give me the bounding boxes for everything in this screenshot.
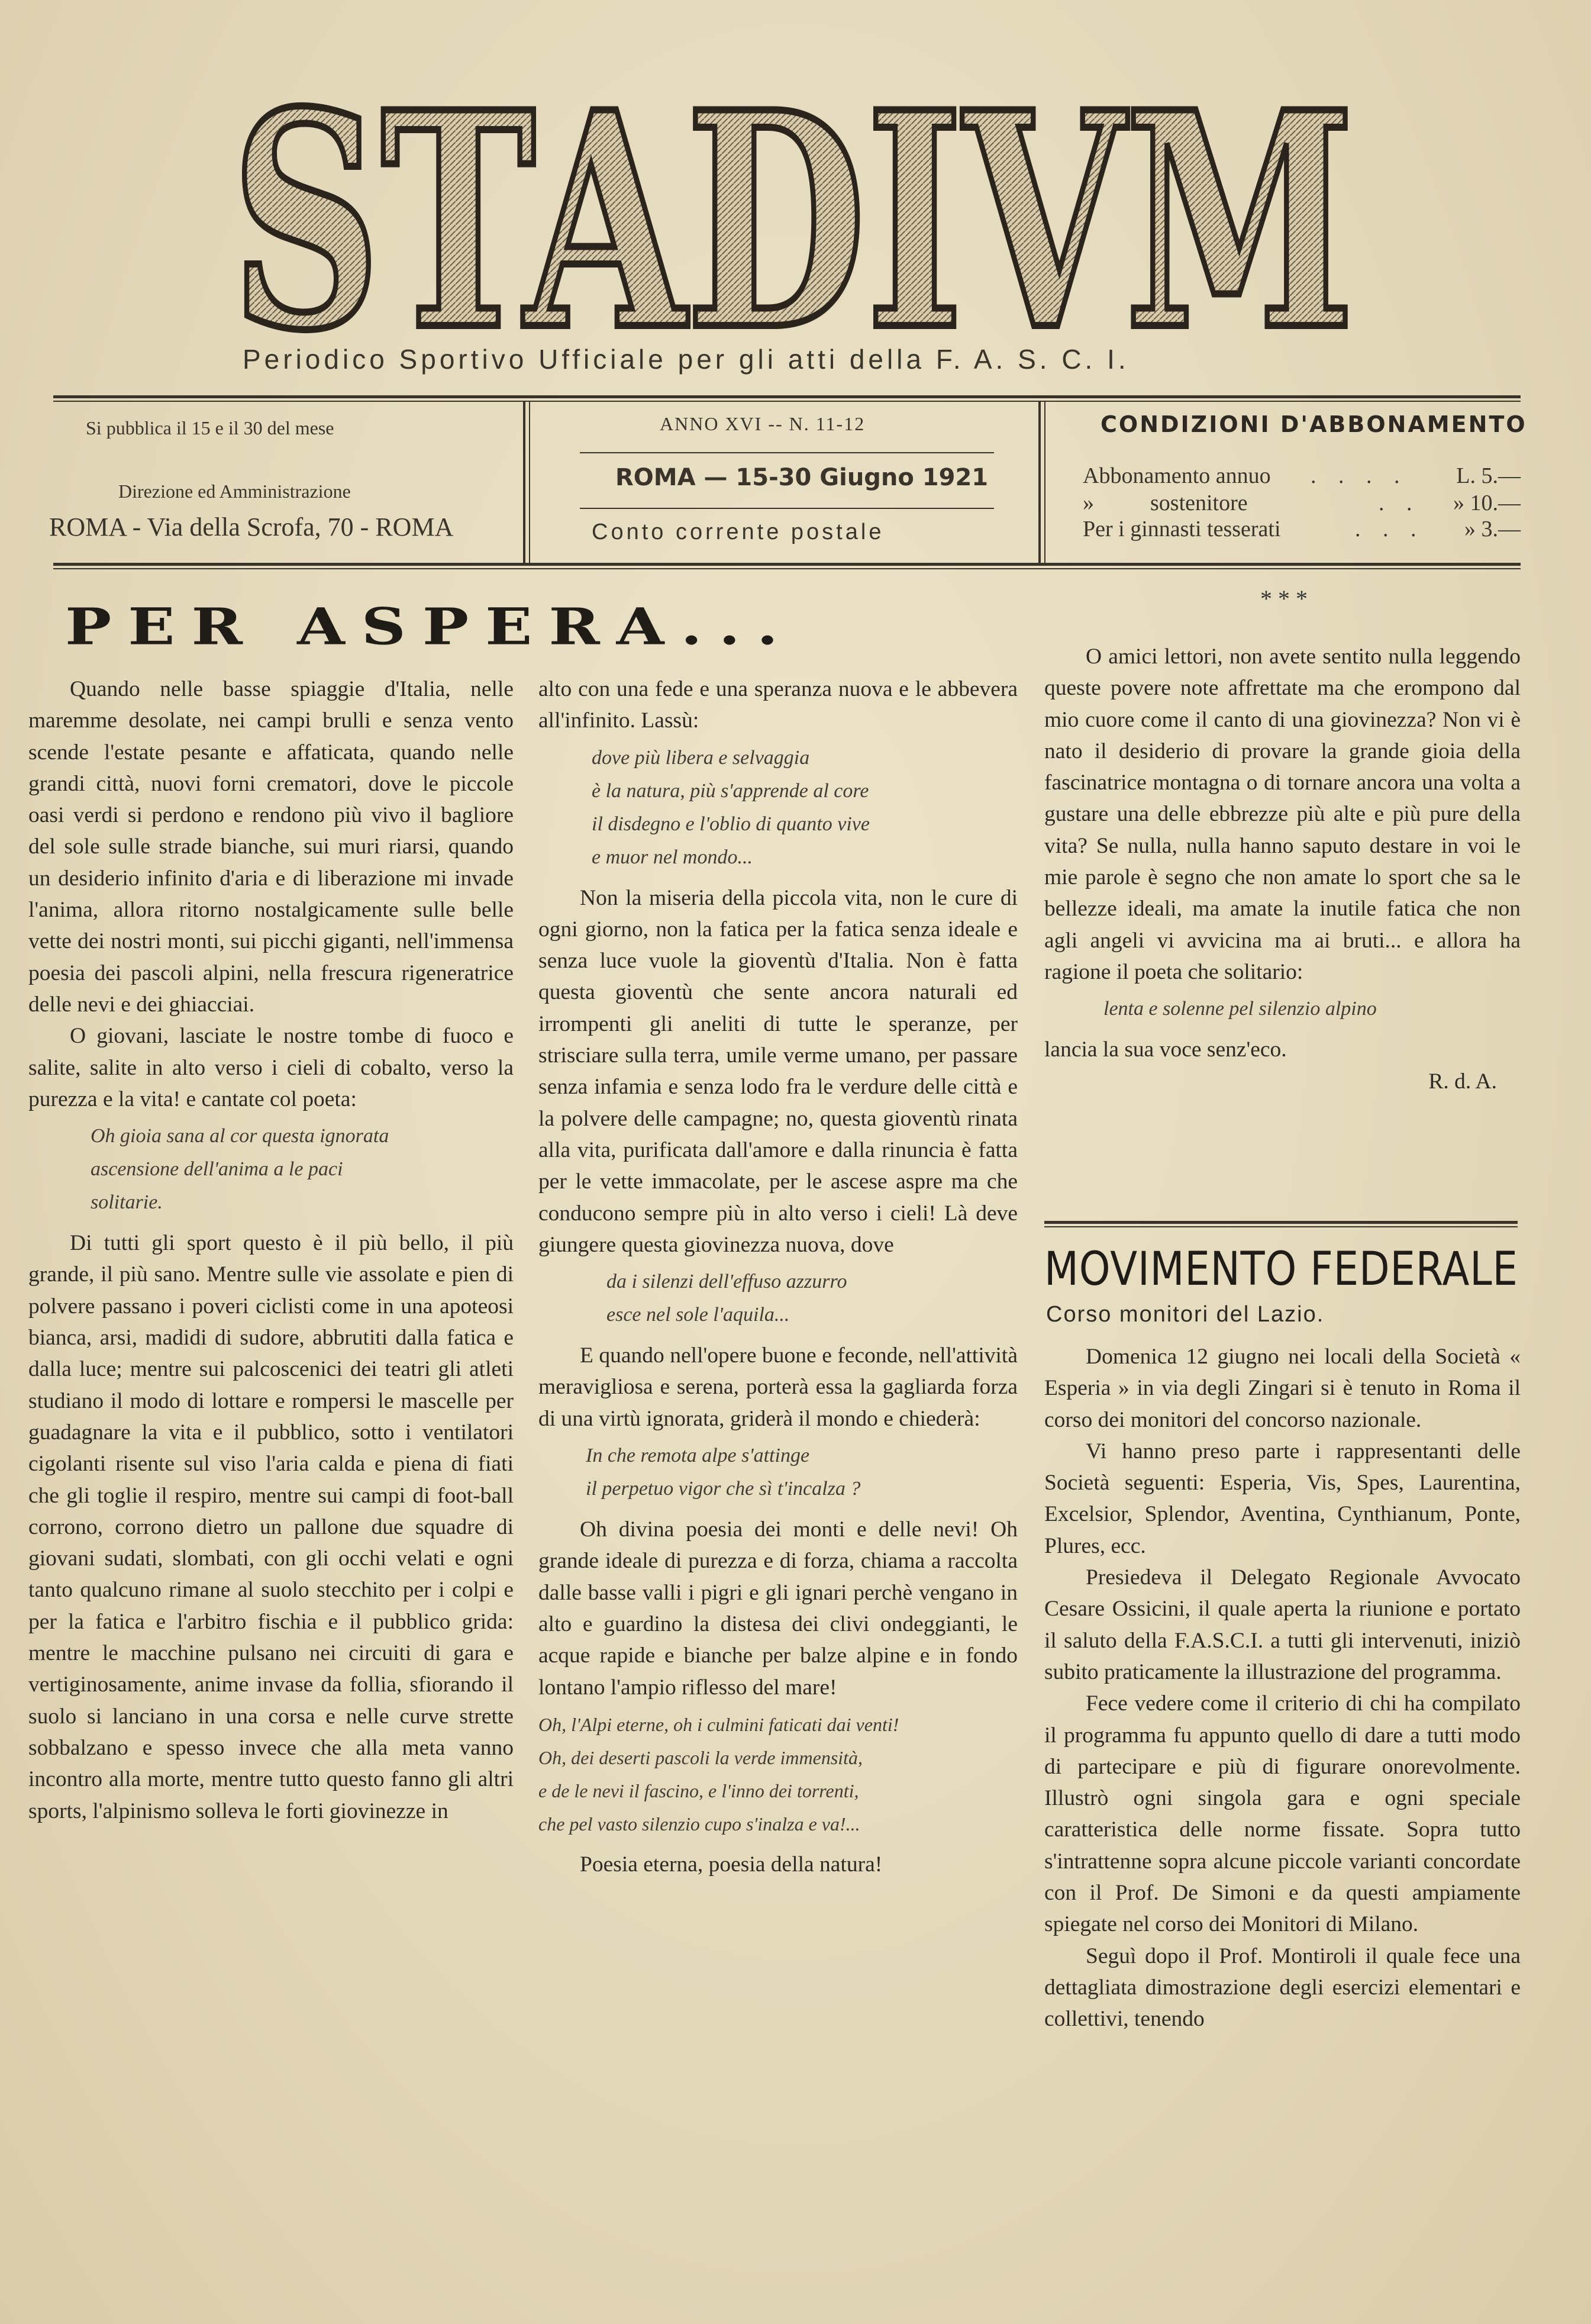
poem-excerpt: [538, 742, 1018, 874]
subscription-row-supporter: [1083, 490, 1521, 516]
subscription-price: » 10.—: [1453, 491, 1521, 515]
publication-frequency: Si pubblica il 15 e il 30 del mese: [86, 417, 334, 439]
poem-line: il disdegno e l'oblio di quanto vive: [592, 813, 870, 835]
poem-line: dove più libera e selvaggia: [592, 746, 810, 769]
poem-excerpt: [1044, 992, 1521, 1026]
header-divider-1: [523, 402, 525, 563]
subscription-label: » sostenitore: [1083, 491, 1248, 515]
header-divider-2b: [1044, 402, 1045, 563]
poem-line: e muor nel mondo...: [592, 846, 753, 868]
article-column-2: [538, 673, 1018, 1880]
poem-line: Oh, l'Alpi eterne, oh i culmini faticati dai venti!: [538, 1713, 899, 1735]
header-top-rule: [53, 395, 1521, 398]
paragraph: Non la miseria della piccola vita, non le cure di ogni giorno, non la fatica per la fatica senza ideale e senza luce vuole la gioventù d'Italia. Non è fatta questa gioventù che sente ancora naturali ed irrompenti gli aneliti di tutte le speranze, per strisciare sulla terra, umile verme umano, per passare senza infamia e senza lodo fra le verdure delle città e la polvere delle campagne; no, questa gioventù rinata alla vita, purificata dall'amore e dalla rinuncia è fatta per le vette immacolate, per le ascese aspre ma che conducono sempre più in alto verso i cieli! Là deve giungere questa giovinezza nuova, dove: [538, 885, 1018, 1257]
poem-excerpt: [538, 1708, 1018, 1840]
paragraph: Presiedeva il Delegato Regionale Avvocato Cesare Ossicini, il quale aperta la riunione e portato il saluto della F.A.S.C.I. a tutti gli intervenuti, iniziò subito praticamente la illustrazione del programma.: [1044, 1565, 1521, 1684]
paragraph: E quando nell'opere buone e feconde, nell'attività meravigliosa e serena, porterà essa la gagliarda forza di una virtù ignorata, griderà il mondo e chiederà:: [538, 1343, 1018, 1431]
masthead: [213, 89, 1373, 349]
paragraph: Fece vedere come il criterio di chi ha compilato il programma fu appunto quello di dare a tutti modo di partecipare e più di figurare onorevolmente. Illustrò ogni singola gara e ogni speciale caratteristica delle norme fissate. Sopra tutto s'intrattenne sopra alcune piccole varianti concordate con il Prof. De Simoni e da questi ampiamente spiegate nel corso dei Monitori di Milano.: [1044, 1691, 1521, 1937]
paragraph: Vi hanno preso parte i rappresentanti delle Società seguenti: Esperia, Vis, Spes, Laurentina, Excelsior, Splendor, Aventina, Cynthianum, Ponte, Plures, ecc.: [1044, 1439, 1521, 1558]
poem-line: che pel vasto silenzio cupo s'inalza e va!...: [538, 1813, 860, 1835]
paragraph: Di tutti gli sport questo è il più bello, il più grande, il più sano. Mentre sulle vie assolate e pien di polvere passano i poveri ciclisti come in una apoteosi bianca, arsi, madidi di sudore, abbrutiti dalla fatica e dalla luce; mentre sui palcoscenici dei teatri gli atleti studiano il modo di lottare e rompersi le mascelle per guadagnare la vita e il pubblico, sotto i ventilatori cigolanti risente sul viso l'aria calda e piena di fiati che gli toglie il respiro, mentre sui campi di foot-ball corrono, corrono dietro un pallone due squadre di giovani sudati, slombati, con gli occhi velati e ogni tanto qualcuno rimane al suolo stecchito per i colpi e per la fatica e l'arbitro fischia e il pubblico grida: mentre le macchine pulsano nei circuiti di gara e vertiginosamente, anime invase da follia, sfiorando il suolo si lanciano in una corsa e nelle curve strette sobbalzano e spesso invece che alla meta vanno incontro alla morte, mentre tutto questo fanno gli altri sports, l'alpinismo solleva le forti giovinezze in: [28, 1231, 514, 1823]
paragraph: Oh divina poesia dei monti e delle nevi! Oh grande ideale di purezza e di forza, chiama a raccolta dalle basse valli i pigri e gli ignari perchè vengano in alto e guardino la distesa dei clivi ondeggianti, le acque rapide e bianche per balze alpine e in fondo lontano l'ampio riflesso del mare!: [538, 1517, 1018, 1700]
poem-excerpt: [538, 1439, 1018, 1506]
section-rule-thin: [1044, 1226, 1518, 1227]
section-title: MOVIMENTO FEDERALE: [1044, 1243, 1518, 1296]
article-column-1: [28, 673, 514, 1827]
masthead-subtitle: Periodico Sportivo Ufficiale per gli atti della F. A. S. C. I.: [243, 344, 1129, 375]
direction-label: Direzione ed Amministrazione: [118, 481, 351, 502]
article-headline: PER ASPERA...: [65, 597, 795, 656]
subscription-title: CONDIZIONI D'ABBONAMENTO: [1101, 411, 1527, 437]
header-divider-2: [1038, 402, 1041, 563]
leader-dots: . . .: [1355, 517, 1425, 541]
paragraph: Seguì dopo il Prof. Montiroli il quale fece una dettagliata dimostrazione degli esercizi elementari e collettivi, tenendo: [1044, 1943, 1521, 2032]
address: ROMA - Via della Scrofa, 70 - ROMA: [49, 512, 454, 541]
poem-line: lenta e solenne pel silenzio alpino: [1103, 998, 1377, 1020]
poem-line: e de le nevi il fascino, e l'inno dei torrenti,: [538, 1780, 859, 1801]
paragraph: Domenica 12 giugno nei locali della Società « Esperia » in via degli Zingari si è tenuto in Roma il corso dei monitori del concorso nazionale.: [1044, 1345, 1521, 1432]
issue-number: ANNO XVI -- N. 11-12: [660, 413, 866, 434]
subscription-row-annual: [1083, 463, 1521, 489]
paragraph: O amici lettori, non avete sentito nulla leggendo queste povere note affrettate ma che erompono dal mio cuore come il canto di una giovinezza? Non vi è nato il desiderio di provare la grande gioia della fascinatrice montagna o di tornare ancora una volta a gustare una delle ebbrezze più alte e più pure della vita? Se nulla, nulla hanno saputo destare in voi le mie parole è segno che non amate lo sport che sa le bellezze ideali, ma amate la inutile fatica che non agli angeli vi avvicina ma ai bruti... e allora ha ragione il poeta che solitario:: [1044, 644, 1521, 984]
poem-line: da i silenzi dell'effuso azzurro: [606, 1271, 847, 1293]
poem-line: Oh gioia sana al cor questa ignorata: [91, 1125, 389, 1148]
poem-excerpt: [28, 1120, 514, 1219]
header-divider-1b: [529, 402, 530, 563]
paragraph: Poesia eterna, poesia della natura!: [580, 1852, 883, 1877]
poem-line: è la natura, più s'apprende al core: [592, 779, 869, 802]
poem-line: In che remota alpe s'attinge: [586, 1445, 810, 1467]
issue-rule-top: [580, 452, 994, 453]
leader-dots: . . . .: [1311, 463, 1408, 488]
movimento-column: [1044, 1341, 1521, 2035]
poem-line: ascensione dell'anima a le paci: [91, 1158, 343, 1181]
postal-account: Conto corrente postale: [592, 520, 885, 544]
subscription-row-gymnasts: [1083, 516, 1521, 542]
paragraph: lancia la sua voce senz'eco.: [1044, 1037, 1287, 1062]
subscription-label: Per i ginnasti tesserati: [1083, 517, 1281, 541]
poem-line: esce nel sole l'aquila...: [606, 1304, 790, 1326]
poem-line: il perpetuo vigor che sì t'incalza ?: [586, 1478, 861, 1500]
issue-rule-bottom: [580, 508, 994, 509]
leader-dots: . .: [1379, 491, 1421, 515]
section-subtitle: Corso monitori del Lazio.: [1046, 1302, 1325, 1327]
poem-line: solitarie.: [91, 1191, 163, 1214]
section-asterism: * * *: [1260, 585, 1308, 612]
poem-line: Oh, dei deserti pascoli la verde immensità,: [538, 1746, 863, 1768]
author-signature: R. d. A.: [1428, 1069, 1497, 1094]
paragraph: alto con una fede e una speranza nuova e le abbevera all'infinito. Lassù:: [538, 677, 1018, 733]
masthead-title: STADIVM: [231, 89, 1355, 349]
section-rule: [1044, 1221, 1518, 1224]
header-top-rule-thin: [53, 401, 1521, 402]
paragraph: Quando nelle basse spiaggie d'Italia, nelle maremme desolate, nei campi brulli e senza vento scende l'estate pesante e affaticata, quando nelle grandi città, nuovi forni crematori, dove le piccole oasi verdi si perdono e rendono più vivo il bagliore del sole sulle strade bianche, sui muri riarsi, quando un desiderio infinito d'aria e di liberazione mi invade l'anima, allora ritorno nostalgicamente sulle belle vette dei nostri monti, sui picchi giganti, nell'immensa poesia dei pascoli alpini, nella frescura rigeneratrice delle nevi e dei ghiacciai.: [28, 677, 514, 1017]
poem-excerpt: [538, 1265, 1018, 1332]
subscription-price: L. 5.—: [1456, 463, 1521, 488]
header-bottom-rule: [53, 563, 1521, 566]
subscription-label: Abbonamento annuo: [1083, 463, 1271, 488]
article-column-3: [1044, 641, 1521, 1097]
paragraph: O giovani, lasciate le nostre tombe di fuoco e salite, salite in alto verso i cieli di cobalto, verso la purezza e la vita! e cantate col poeta:: [28, 1024, 514, 1111]
issue-date: ROMA — 15-30 Giugno 1921: [615, 464, 989, 491]
subscription-price: » 3.—: [1464, 517, 1521, 541]
header-bottom-rule-thin: [53, 568, 1521, 569]
masthead-logo: [213, 89, 1373, 349]
